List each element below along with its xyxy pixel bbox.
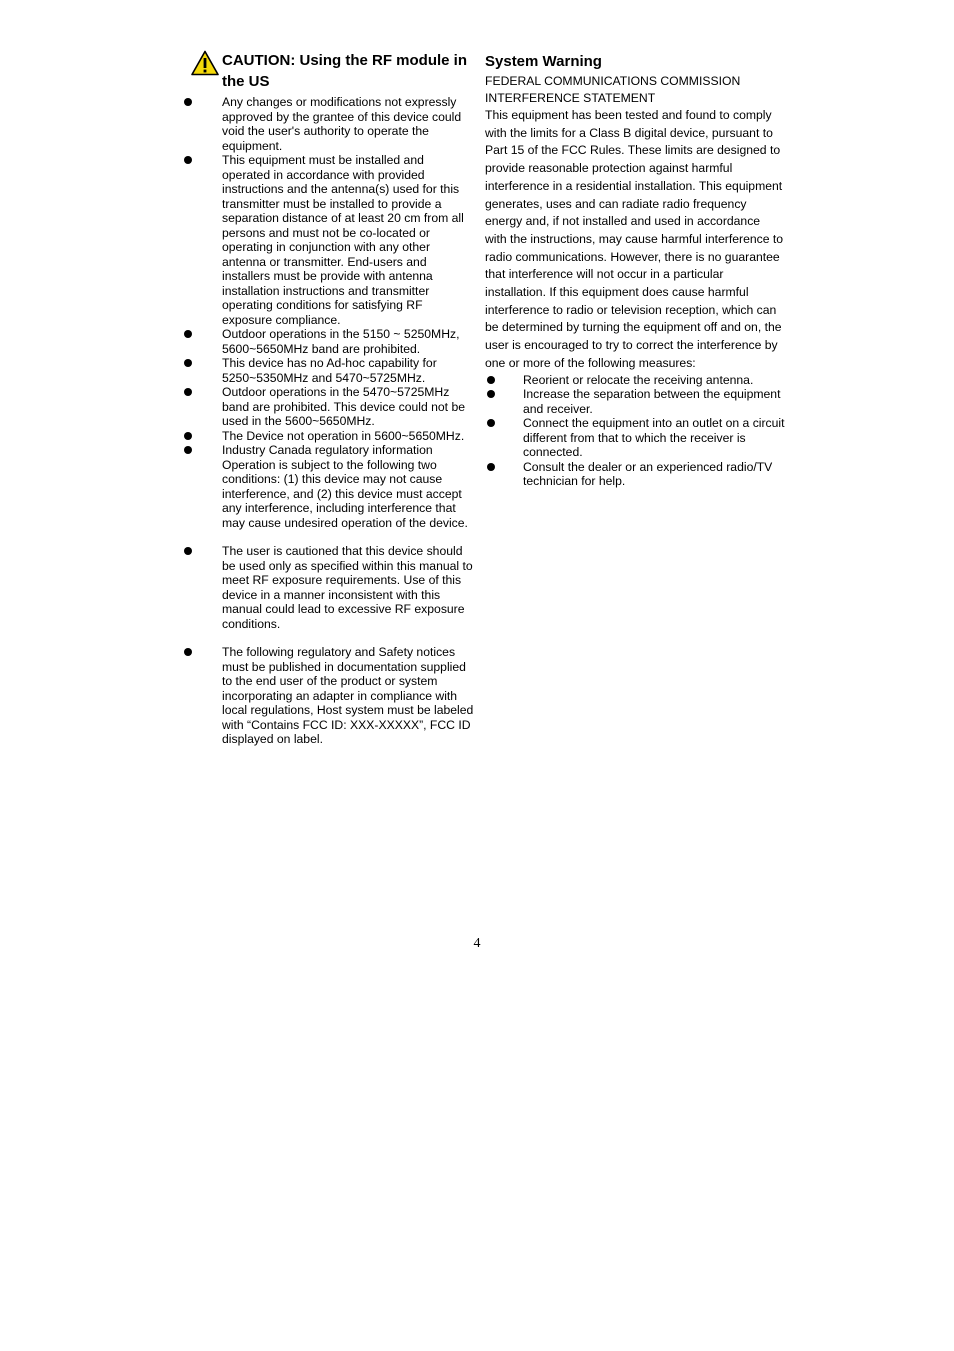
bullet-icon: [184, 648, 192, 656]
system-warning-title: System Warning: [485, 53, 602, 70]
bullet-icon: [487, 463, 495, 471]
list-item: Industry Canada regulatory information Operation is subject to the following two conditions: (1) this device may not cause interference, and (2) this device must accept any interference, including interference that may cause undesired operation of the device.: [180, 443, 475, 530]
list-item: Any changes or modifications not expressly approved by the grantee of this device could void the user's authority to operate the equipment.: [180, 95, 475, 153]
list-item: The Device not operation in 5600~5650MHz.: [180, 429, 475, 444]
fcc-statement-body: This equipment has been tested and found to comply with the limits for a Class B digital device, pursuant to Part 15 of the FCC Rules. These limits are designed to provide reasonable protection against harmful interference in a residential installation. This equipment generates, uses and can radiate radio frequency energy and, if not installed and used in accordance with the instructions, may cause harmful interference to radio communications. However, there is no guarantee that interference will not occur in a particular installation. If this equipment does cause harmful interference to radio or television reception, which can be determined by turning the equipment off and on, the user is encouraged to try to correct the interference by one or more of the following measures:: [485, 108, 784, 370]
bullet-icon: [184, 156, 192, 164]
caution-list: [180, 95, 475, 747]
fcc-statement-heading: FEDERAL COMMUNICATIONS COMMISSION INTERFERENCE STATEMENT: [485, 74, 741, 105]
bullet-icon: [184, 446, 192, 454]
page-number: 4: [473, 936, 481, 951]
list-item: This device has no Ad-hoc capability for 5250~5350MHz and 5470~5725MHz.: [180, 356, 475, 385]
bullet-icon: [487, 376, 495, 384]
bullet-icon: [184, 330, 192, 338]
list-item: Increase the separation between the equipment and receiver.: [485, 387, 785, 416]
caution-section: [180, 50, 475, 747]
caution-heading: [180, 50, 475, 92]
system-warning-section: [485, 52, 785, 489]
caution-title: CAUTION: Using the RF module in the US: [222, 52, 467, 90]
bullet-icon: [184, 547, 192, 555]
measures-list: [485, 373, 785, 489]
list-item: Consult the dealer or an experienced radio/TV technician for help.: [485, 460, 785, 489]
bullet-icon: [184, 432, 192, 440]
list-item: Reorient or relocate the receiving antenna.: [485, 373, 785, 388]
bullet-icon: [487, 390, 495, 398]
bullet-icon: [184, 388, 192, 396]
list-item: The following regulatory and Safety notices must be published in documentation supplied to the end user of the product or system incorporating an adapter in compliance with local regulations, Host system must be labeled with “Contains FCC ID: XXX-XXXXX”, FCC ID displayed on label.: [180, 645, 475, 747]
bullet-icon: [184, 359, 192, 367]
bullet-icon: [487, 419, 495, 427]
list-item: Outdoor operations in the 5150 ~ 5250MHz, 5600~5650MHz band are prohibited.: [180, 327, 475, 356]
list-item: Outdoor operations in the 5470~5725MHz band are prohibited. This device could not be used in the 5600~5650MHz.: [180, 385, 475, 429]
list-item: Connect the equipment into an outlet on a circuit different from that to which the receiver is connected.: [485, 416, 785, 460]
list-item: This equipment must be installed and operated in accordance with provided instructions and the antenna(s) used for this transmitter must be installed to provide a separation distance of at least 20 cm from all persons and must not be co-located or operating in conjunction with any other antenna or transmitter. End-users and installers must be provide with antenna installation instructions and transmitter operating conditions for satisfying RF exposure compliance.: [180, 153, 475, 327]
list-item: The user is cautioned that this device should be used only as specified within this manual to meet RF exposure requirements. Use of this device in a manner inconsistent with this manual could lead to excessive RF exposure conditions.: [180, 544, 475, 631]
bullet-icon: [184, 98, 192, 106]
warning-triangle-icon: [191, 50, 219, 76]
